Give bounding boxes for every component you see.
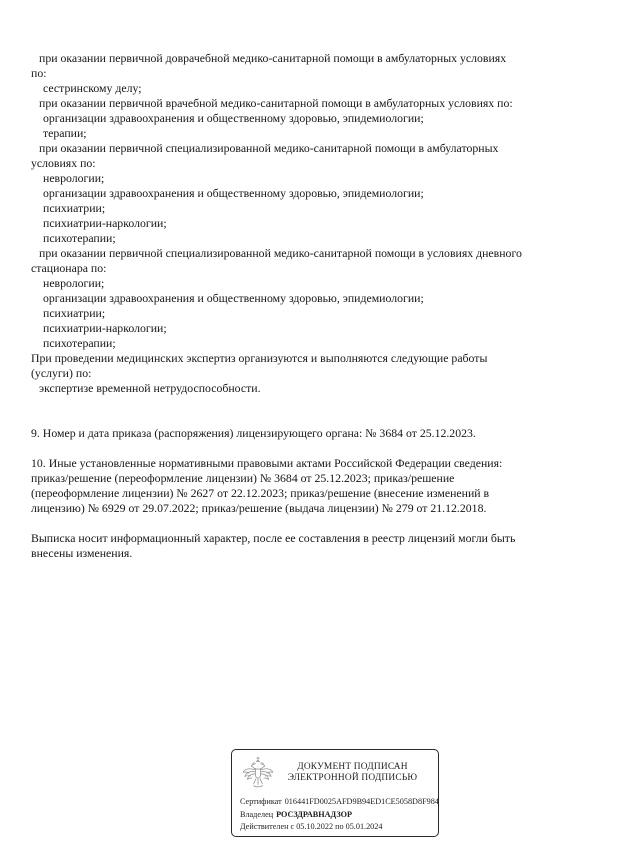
validity-line: Действителен с 05.10.2022 по 05.01.2024 <box>240 822 383 832</box>
text-line: стационара по: <box>31 261 107 275</box>
text-line: психиатрии-наркологии; <box>43 321 167 335</box>
text-line: психиатрии-наркологии; <box>43 216 167 230</box>
stamp-title-line2: ЭЛЕКТРОННОЙ ПОДПИСЬЮ <box>287 773 418 783</box>
text-line: При проведении медицинских экспертиз организуются и выполняются следующие работы <box>31 351 488 365</box>
text-line: психотерапии; <box>43 231 116 245</box>
text-line: организации здравоохранения и общественному здоровью, эпидемиологии; <box>43 291 424 305</box>
text-line: организации здравоохранения и общественному здоровью, эпидемиологии; <box>43 186 424 200</box>
section-10-other-info <box>31 456 614 516</box>
double-headed-eagle-icon <box>241 755 275 791</box>
text-line: при оказании первичной специализированной медико-санитарной помощи в условиях дневного <box>39 246 522 260</box>
text-line: терапии; <box>43 126 87 140</box>
text-line: при оказании первичной врачебной медико-санитарной помощи в амбулаторных условиях по: <box>39 96 513 110</box>
text-line: при оказании первичной доврачебной медико-санитарной помощи в амбулаторных условиях <box>39 51 507 65</box>
text-line: Выписка носит информационный характер, после ее составления в реестр лицензий могли быть <box>31 531 516 545</box>
text-line: 9. Номер и дата приказа (распоряжения) лицензирующего органа: № 3684 от 25.12.2023. <box>31 426 476 440</box>
stamp-details <box>238 796 439 834</box>
text-line: условиях по: <box>31 156 96 170</box>
text-line: организации здравоохранения и общественному здоровью, эпидемиологии; <box>43 111 424 125</box>
text-line: (переоформление лицензии) № 2627 от 22.12.2023; приказ/решение (внесение изменений в <box>31 486 490 500</box>
certificate-line <box>240 796 439 809</box>
text-line: неврологии; <box>43 171 105 185</box>
text-line: приказ/решение (переоформление лицензии) № 3684 от 25.12.2023; приказ/решение <box>31 471 455 485</box>
certificate-value: 016441FD0025AFD9B94ED1CE5058D8F984 <box>284 797 439 806</box>
certificate-label: Сертификат <box>240 797 282 806</box>
electronic-signature-stamp <box>231 749 439 837</box>
text-line: сестринскому делу; <box>43 81 142 95</box>
stamp-title-line1: ДОКУМЕНТ ПОДПИСАН <box>297 762 408 773</box>
owner-line <box>240 809 432 822</box>
text-line: 10. Иные установленные нормативными правовыми актами Российской Федерации сведения: <box>31 456 503 470</box>
text-line: психотерапии; <box>43 336 116 350</box>
stamp-header <box>238 755 432 791</box>
text-line: неврологии; <box>43 276 105 290</box>
licensed-works-list <box>31 51 614 396</box>
owner-value: РОСЗДРАВНАДЗОР <box>276 809 353 819</box>
extract-informational-note <box>31 531 614 561</box>
text-line: психиатрии; <box>43 306 106 320</box>
text-line: психиатрии; <box>43 201 106 215</box>
owner-label: Владелец <box>240 809 274 819</box>
text-line: при оказании первичной специализированной медико-санитарной помощи в амбулаторных <box>39 141 499 155</box>
text-line: экспертизе временной нетрудоспособности. <box>39 381 261 395</box>
section-9-order-number <box>31 426 614 441</box>
stamp-title <box>275 762 432 783</box>
text-line: лицензию) № 6929 от 29.07.2022; приказ/решение (выдача лицензии) № 279 от 21.12.2018. <box>31 501 487 515</box>
text-line: (услуги) по: <box>31 366 92 380</box>
text-line: внесены изменения. <box>31 546 133 560</box>
text-line: по: <box>31 66 47 80</box>
